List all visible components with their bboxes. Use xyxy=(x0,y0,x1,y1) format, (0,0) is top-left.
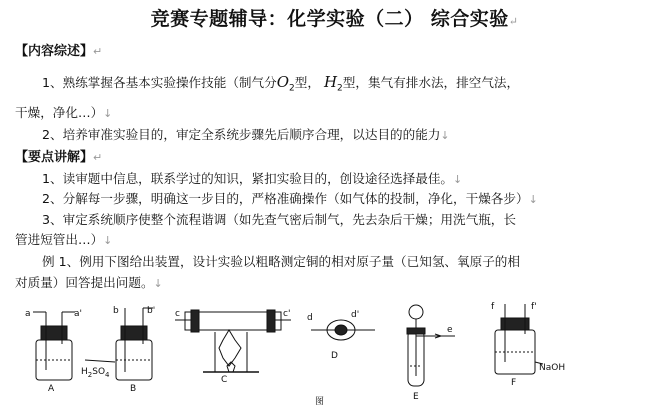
item1-o2-suffix: 型， xyxy=(294,75,320,90)
reagent-f: NaOH xyxy=(539,363,566,373)
label-e: E xyxy=(413,392,419,402)
reagent-b: $H_2SO_4$ xyxy=(81,367,110,379)
label-b: B xyxy=(130,384,137,394)
label-c-inlet: c xyxy=(175,309,180,319)
label-d-inlet: d xyxy=(307,313,313,323)
apparatus-d xyxy=(307,310,375,361)
section-heading-summary-text: 【内容综述】 xyxy=(15,44,94,59)
label-a: A xyxy=(48,384,55,394)
paragraph-mark: ↓ xyxy=(153,277,163,290)
stopper-c-right xyxy=(267,310,275,332)
flame-c xyxy=(219,330,241,366)
apparatus-a xyxy=(25,309,82,394)
label-e-outlet: e xyxy=(447,325,453,335)
pointer-b xyxy=(85,360,115,362)
paragraph-mark: ↵ xyxy=(508,15,519,28)
example-line1: 例 1、例用下图给出装置，设计实验以粗略测定铜的相对原子量（已知氢、氧原子的相 xyxy=(42,254,520,269)
label-a-outlet: a' xyxy=(74,309,82,319)
section-heading-summary xyxy=(15,40,102,59)
stopper-e xyxy=(407,328,425,334)
figure-caption: 图 xyxy=(315,397,325,407)
label-d-outlet: d' xyxy=(351,310,360,320)
o2-subscript: 2 xyxy=(289,83,295,94)
item1-line2: 干燥，净化…） xyxy=(15,105,104,120)
o2-formula: O xyxy=(276,73,290,91)
paragraph-mark: ↓ xyxy=(103,234,113,247)
item1-suffix: 型，集气有排水法，排空气法， xyxy=(342,75,520,90)
label-f: F xyxy=(511,378,517,388)
apparatus-f xyxy=(491,302,565,388)
content-item-2 xyxy=(42,124,450,143)
paragraph-mark: ↓ xyxy=(440,129,450,142)
label-b-outlet: b' xyxy=(147,306,156,316)
label-f-inlet: f xyxy=(491,302,495,312)
section-heading-key-points-text: 【要点讲解】 xyxy=(15,150,94,165)
label-c: C xyxy=(221,375,228,385)
item1-prefix: 1、熟练掌握各基本实验操作技能（制气分 xyxy=(42,75,277,90)
desiccant-d xyxy=(335,325,347,335)
content-item-1-continued xyxy=(15,102,112,121)
example-line2: 对质量）回答提出问题。 xyxy=(15,275,154,290)
label-a-inlet: a xyxy=(25,309,31,319)
label-f-outlet: f' xyxy=(531,302,537,312)
title-text: 竞赛专题辅导：化学实验（二） 综合实验 xyxy=(150,8,509,30)
apparatus-e xyxy=(407,305,455,402)
label-b-inlet: b xyxy=(113,306,119,316)
apparatus-figure xyxy=(15,300,575,408)
paragraph-mark: ↵ xyxy=(93,151,103,164)
point3-line2: 管进短管出…） xyxy=(15,232,104,247)
h2-formula: H xyxy=(323,73,338,91)
content-item-1 xyxy=(42,72,519,94)
paragraph-mark: ↓ xyxy=(103,107,113,120)
paragraph-mark: ↓ xyxy=(528,193,538,206)
h2-subscript: 2 xyxy=(337,83,343,94)
apparatus-c xyxy=(175,309,291,385)
key-point-3 xyxy=(42,209,516,228)
label-d: D xyxy=(331,351,338,361)
key-point-3-continued xyxy=(15,229,112,248)
key-point-2 xyxy=(42,188,538,207)
example-1-continued xyxy=(15,272,163,291)
stopper-c-left xyxy=(191,310,199,332)
example-1 xyxy=(42,251,520,270)
item2-text: 2、培养审准实验目的，审定全系统步骤先后顺序合理，以达目的的能力 xyxy=(42,127,441,142)
paragraph-mark: ↓ xyxy=(453,173,463,186)
apparatus-diagram xyxy=(15,300,575,408)
point1-text: 1、读审题中信息，联系学过的知识，紧扣实验目的，创设途径选择最佳。 xyxy=(42,171,454,186)
paragraph-mark: ↵ xyxy=(93,45,103,58)
apparatus-b xyxy=(81,306,155,394)
point3-line1: 3、审定系统顺序使整个流程谐调（如先查气密后制气，先去杂后干燥；用洗气瓶，长 xyxy=(42,212,516,227)
stopper-a xyxy=(41,326,67,340)
key-point-1 xyxy=(42,168,462,187)
funnel-bulb-e xyxy=(409,305,423,319)
label-c-outlet: c' xyxy=(283,309,291,319)
point2-text: 2、分解每一步骤，明确这一步目的，严格准确操作（如气体的投制，净化，干燥各步） xyxy=(42,191,529,206)
page-title xyxy=(0,4,669,31)
section-heading-key-points xyxy=(15,146,102,165)
